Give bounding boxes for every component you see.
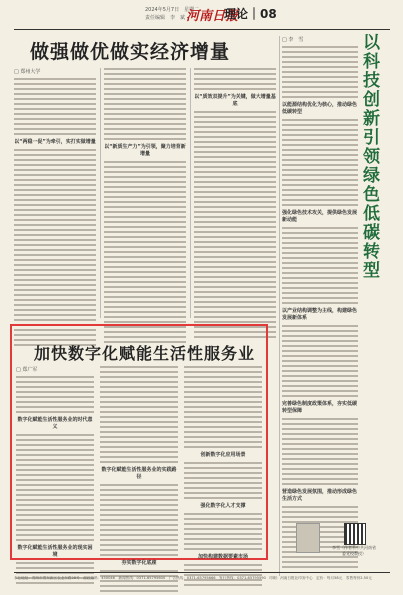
issue-date: 2024年5月7日 星期二 bbox=[145, 7, 200, 13]
side-subhead-1: 以能源结构优化为核心，推动绿色低碳转型 bbox=[282, 102, 358, 115]
main-subhead-2: 以“新质生产力”为引领，聚力培育新增量 bbox=[104, 144, 186, 157]
editor-credit: 责任编辑 李 斌 bbox=[145, 15, 186, 21]
boxed-article-col1 bbox=[16, 366, 94, 587]
side-subhead-3: 以产业结构调整为主线，构建绿色发展新体系 bbox=[282, 308, 358, 321]
side-article-body bbox=[282, 36, 358, 571]
side-subhead-5: 营造绿色发展氛围，推动形成绿色生活方式 bbox=[282, 489, 358, 502]
column-divider bbox=[190, 68, 191, 318]
side-subhead-2: 强化绿色技术攻关，提供绿色发展新动能 bbox=[282, 210, 358, 223]
main-byline: □ 郑州大学 bbox=[14, 69, 41, 75]
main-article-col2 bbox=[104, 68, 186, 346]
main-subhead-3: 以“质效双提升”为关键，做大增量基底 bbox=[194, 94, 276, 107]
side-subhead-4: 完善绿色制度政策体系，夯实低碳转型保障 bbox=[282, 401, 358, 414]
boxed-byline: □ 郑广军 bbox=[16, 367, 38, 373]
section-label: 理论｜08 bbox=[224, 7, 277, 21]
footer-text: 本社地址：郑州市郑东新区农业东路28号 邮政编码：450046 新闻热线：0371-65795600 广告热线：0371-65795666 发行热线：0371-65795590 印刷：河南日报社印务中心 定价：每月58元 零售每份2.50元 bbox=[14, 576, 372, 580]
main-article-col3 bbox=[194, 68, 276, 341]
column-divider bbox=[100, 68, 101, 318]
qr-code-icon bbox=[344, 523, 366, 545]
main-article-title: 做强做优做实经济增量 bbox=[30, 41, 231, 63]
header-divider bbox=[14, 29, 390, 30]
side-byline: □ 李 雪 bbox=[282, 37, 304, 43]
boxed-subhead-4: 夯实数字化底座 bbox=[121, 560, 157, 566]
boxed-article-col2 bbox=[100, 366, 178, 595]
column-divider bbox=[279, 36, 280, 576]
author-photo bbox=[296, 523, 320, 553]
newspaper-logo: 河南日报 bbox=[186, 9, 239, 24]
side-article-title: 以科技创新引领绿色低碳转型 bbox=[363, 33, 380, 281]
boxed-subhead-5: 创新数字化应用场景 bbox=[200, 452, 246, 458]
boxed-subhead-1: 数字化赋能生活性服务业的时代意义 bbox=[17, 417, 93, 430]
main-article-col1 bbox=[14, 68, 96, 349]
page-header bbox=[0, 0, 403, 30]
boxed-subhead-7: 加快构建数据要素市场 bbox=[197, 554, 248, 560]
page-footer bbox=[0, 572, 403, 588]
boxed-article-col3 bbox=[184, 366, 262, 589]
footer-divider bbox=[14, 572, 390, 573]
main-subhead-1: 以“两稳一促”为牵引，实打实做增量 bbox=[14, 139, 96, 145]
boxed-subhead-3: 数字化赋能生活性服务业的实践路径 bbox=[101, 467, 177, 480]
boxed-subhead-2: 数字化赋能生活性服务业的现实困境 bbox=[17, 545, 93, 558]
boxed-article-title: 加快数字化赋能生活性服务业 bbox=[34, 344, 256, 363]
boxed-subhead-6: 强化数字化人才支撑 bbox=[200, 503, 246, 509]
photo-caption: 李雪（作者系中共河南省委党校教授） bbox=[332, 545, 376, 556]
